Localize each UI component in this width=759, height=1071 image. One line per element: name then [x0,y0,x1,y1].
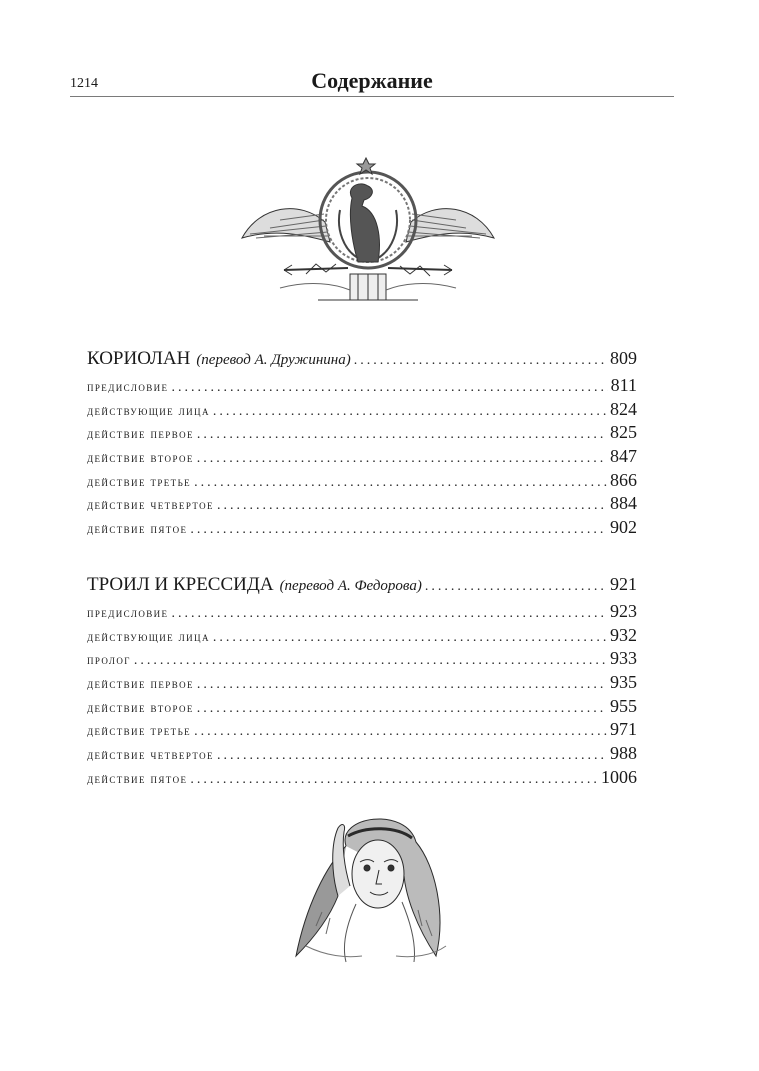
page-ref: 933 [610,648,637,669]
leader-dots [194,475,607,491]
entry-label: предисловие [87,605,169,620]
toc-entry-title[interactable] [87,348,637,374]
leader-dots [197,701,607,717]
page-ref: 921 [610,574,637,594]
page-ref: 902 [610,517,637,538]
entry-label: действие третье [87,473,192,489]
entry-label: действие четвертое [87,747,214,763]
leader-dots [425,579,607,595]
toc-entry[interactable] [87,625,637,649]
leader-dots [197,677,607,693]
entry-label: действующие лица [87,402,210,418]
play-title: КОРИОЛАН [87,348,191,369]
translator-note: (перевод А. Дружинина) [196,352,351,368]
toc-section-troilus [87,574,637,791]
page-ref: 811 [610,375,637,395]
translator-note: (перевод А. Федорова) [279,578,422,594]
toc-entry[interactable] [87,517,637,541]
leader-dots [190,772,598,788]
toc-entry[interactable] [87,767,637,791]
leader-dots [190,522,607,538]
leader-dots [134,653,607,669]
portrait-engraving-icon [286,806,462,964]
page-title: Содержание [311,68,433,93]
page-ref: 923 [610,601,637,621]
entry-label: действие второе [87,450,194,466]
page-ref: 825 [610,422,637,443]
page-ref: 935 [610,672,637,693]
toc-section-coriolanus [87,348,637,541]
page-ref: 955 [610,695,637,716]
leader-dots [217,498,607,514]
leader-dots [197,427,607,443]
page-number: 1214 [70,76,98,91]
page-ref: 1006 [601,766,637,787]
page-ref: 884 [610,493,637,514]
toc-entry[interactable] [87,375,637,399]
leader-dots [213,630,607,646]
toc-entry[interactable] [87,493,637,517]
page-ref: 809 [610,348,637,368]
entry-label: пролог [87,652,131,668]
play-title: ТРОИЛ И КРЕССИДА [87,574,274,595]
toc-entry[interactable] [87,743,637,767]
entry-label: действие первое [87,676,194,692]
entry-label: действие пятое [87,770,188,786]
toc-entry[interactable] [87,601,637,625]
page-ref: 866 [610,469,637,490]
leader-dots [194,724,607,740]
leader-dots [171,606,607,622]
page-ref: 847 [610,446,637,467]
leader-dots [171,380,607,396]
toc-entry[interactable] [87,470,637,494]
eagle-engraving-icon [240,150,496,306]
leader-dots [197,451,607,467]
leader-dots [354,353,607,369]
page-ref: 932 [610,624,637,645]
running-header [70,64,674,97]
toc-entry[interactable] [87,696,637,720]
toc-entry[interactable] [87,446,637,470]
entry-label: действие первое [87,426,194,442]
toc-entry-title[interactable] [87,574,637,600]
entry-label: действие второе [87,699,194,715]
page-ref: 824 [610,398,637,419]
toc-entry[interactable] [87,672,637,696]
leader-dots [213,404,607,420]
toc-entry[interactable] [87,422,637,446]
leader-dots [217,748,607,764]
page-ref: 988 [610,743,637,764]
entry-label: действие третье [87,723,192,739]
entry-label: предисловие [87,379,169,394]
page-ref: 971 [610,719,637,740]
toc-entry[interactable] [87,399,637,423]
entry-label: действующие лица [87,628,210,644]
entry-label: действие четвертое [87,497,214,513]
toc-entry[interactable] [87,719,637,743]
toc-entry[interactable] [87,648,637,672]
entry-label: действие пятое [87,521,188,537]
